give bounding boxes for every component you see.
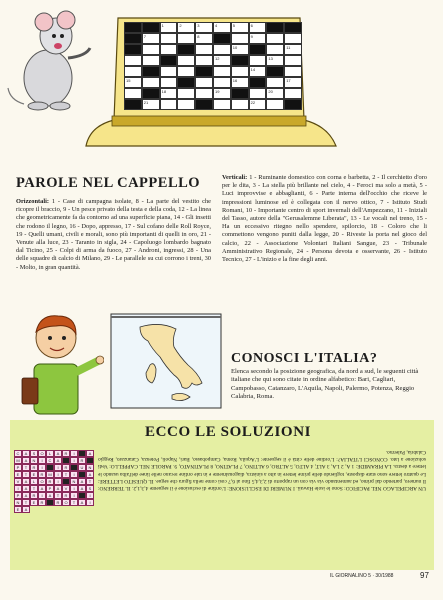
- solution-cell: I: [70, 457, 78, 464]
- solution-cell: V: [62, 485, 70, 492]
- solution-cell: [78, 471, 86, 478]
- italy-map: [110, 313, 222, 409]
- solution-cell: T: [70, 499, 78, 506]
- crossword-cell: [195, 77, 213, 88]
- crossword-cell: [284, 22, 302, 33]
- crossword-cell: [124, 88, 142, 99]
- crossword-cell: [213, 77, 231, 88]
- solution-cell: A: [46, 492, 54, 499]
- solution-cell: I: [38, 492, 46, 499]
- crossword-cell: [124, 99, 142, 110]
- crossword-cell: [266, 77, 284, 88]
- solution-cell: T: [54, 492, 62, 499]
- solution-cell: R: [38, 471, 46, 478]
- solution-cell: A: [38, 485, 46, 492]
- crossword-cell: 16: [231, 77, 249, 88]
- solution-cell: I: [86, 492, 94, 499]
- solution-cell: [46, 464, 54, 471]
- solution-cell: R: [30, 464, 38, 471]
- crossword-cell: [177, 55, 195, 66]
- solution-cell: [78, 450, 86, 457]
- boy-illustration: [14, 308, 104, 416]
- crossword-cell: [231, 99, 249, 110]
- solution-cell: [62, 478, 70, 485]
- solution-cell: L: [46, 450, 54, 457]
- solution-cell: R: [30, 492, 38, 499]
- orizzontali-clues: [16, 198, 211, 272]
- section-title-parole: PAROLE NEL CAPPELLO: [16, 175, 201, 191]
- crossword-grid: [124, 22, 302, 110]
- solution-crossword-grid: [14, 450, 94, 513]
- solution-cell: E: [14, 471, 22, 478]
- solution-cell: I: [70, 492, 78, 499]
- crossword-cell: [284, 88, 302, 99]
- solution-cell: I: [54, 478, 62, 485]
- solution-cell: T: [22, 471, 30, 478]
- solution-cell: T: [22, 464, 30, 471]
- solution-cell: I: [14, 485, 22, 492]
- crossword-cell: [213, 99, 231, 110]
- solution-cell: R: [78, 457, 86, 464]
- crossword-cell: [124, 55, 142, 66]
- solution-cell: V: [14, 478, 22, 485]
- crossword-cell: [124, 44, 142, 55]
- verticali-clues: [222, 174, 427, 264]
- crossword-cell: 21: [142, 99, 160, 110]
- crossword-cell: [177, 88, 195, 99]
- solution-cell: I: [54, 464, 62, 471]
- crossword-cell: [266, 44, 284, 55]
- crossword-cell: [266, 22, 284, 33]
- crossword-cell: [160, 99, 178, 110]
- solution-cell: [46, 499, 54, 506]
- crossword-cell: [195, 66, 213, 77]
- solution-cell: C: [14, 450, 22, 457]
- solution-cell: I: [38, 457, 46, 464]
- crossword-cell: [231, 88, 249, 99]
- solution-cell: I: [54, 471, 62, 478]
- solution-cell: A: [54, 485, 62, 492]
- solution-cell: T: [62, 471, 70, 478]
- solution-cell: R: [62, 464, 70, 471]
- solution-cell: A: [22, 478, 30, 485]
- solution-cell: R: [38, 499, 46, 506]
- page-number: 97: [420, 571, 429, 580]
- solution-cell: I: [70, 450, 78, 457]
- crossword-cell: 19: [213, 88, 231, 99]
- solution-cell: N: [30, 457, 38, 464]
- crossword-cell: 10: [231, 44, 249, 55]
- crossword-cell: 3: [195, 22, 213, 33]
- crossword-cell: 20: [266, 88, 284, 99]
- solution-cell: M: [14, 457, 22, 464]
- solution-cell: E: [30, 471, 38, 478]
- solution-cell: R: [46, 478, 54, 485]
- crossword-cell: [160, 66, 178, 77]
- crossword-hat: [78, 8, 340, 172]
- solution-cell: A: [22, 457, 30, 464]
- crossword-cell: 15: [124, 77, 142, 88]
- crossword-cell: [124, 33, 142, 44]
- crossword-cell: [284, 33, 302, 44]
- crossword-cell: [231, 55, 249, 66]
- crossword-cell: [177, 77, 195, 88]
- italia-question: [231, 368, 427, 402]
- crossword-cell: [177, 33, 195, 44]
- solution-cell: M: [46, 471, 54, 478]
- solution-cell: [86, 457, 94, 464]
- italia-instructions: Elenca secondo la posizione geografica, da nord a sud, le seguenti città italiane che qui sono citate in ordine alfabetico:: [231, 368, 419, 384]
- crossword-cell: [160, 55, 178, 66]
- solution-cell: I: [38, 464, 46, 471]
- crossword-cell: [142, 44, 160, 55]
- crossword-cell: 9: [249, 33, 267, 44]
- orizzontali-text: 1 - Case di campagna isolate, 8 - La parte del vestito che ricopre il braccio, 9 - Un pesce privato della testa e della coda, 12 - La linea che geometricamente fa da contorno ad una superficie piana, 14 - Gli insetti che rodono il legno, 16 - Dopo, appresso, 17 - Sul cofano delle Roll Royce, 19 - Quelli umani, civili e morali, sono più importanti di quelli in oro, 21 - Venute alla luce, 23 - Taranto in sigla, 24 - Capoluogo lombardo bagnato dal Ticino, 25 - Colpi di arma da fuoco, 27 - Androni, ingressi, 28 - Una delle squadre di calcio di Milano, 29 - Le parallele su cui corrono i treni, 30 - Molto, in gran quantità.: [16, 198, 211, 271]
- crossword-cell: 13: [266, 55, 284, 66]
- crossword-cell: [213, 33, 231, 44]
- crossword-cell: 1: [160, 22, 178, 33]
- crossword-cell: 8: [195, 33, 213, 44]
- solution-cell: T: [86, 478, 94, 485]
- crossword-cell: [195, 55, 213, 66]
- crossword-cell: 4: [213, 22, 231, 33]
- solution-cell: N: [70, 478, 78, 485]
- crossword-cell: [249, 77, 267, 88]
- solution-cell: T: [30, 485, 38, 492]
- crossword-cell: [142, 88, 160, 99]
- solution-cell: A: [22, 450, 30, 457]
- solution-cell: I: [70, 471, 78, 478]
- solution-cell: [78, 492, 86, 499]
- crossword-cell: [284, 55, 302, 66]
- solution-cell: R: [62, 450, 70, 457]
- crossword-cell: [231, 33, 249, 44]
- magazine-footer: IL GIORNALINO 5 · 30/1988: [330, 573, 394, 579]
- solution-cell: E: [14, 506, 22, 513]
- crossword-cell: [249, 44, 267, 55]
- crossword-cell: [177, 99, 195, 110]
- crossword-cell: [249, 55, 267, 66]
- solution-cell: O: [62, 499, 70, 506]
- crossword-cell: 11: [284, 44, 302, 55]
- solution-cell: C: [46, 457, 54, 464]
- solution-cell: R: [62, 492, 70, 499]
- crossword-cell: [142, 55, 160, 66]
- solution-cell: I: [70, 485, 78, 492]
- crossword-cell: [160, 77, 178, 88]
- section-title-soluzioni: ECCO LE SOLUZIONI: [145, 424, 312, 440]
- solution-cell: A: [78, 499, 86, 506]
- crossword-cell: [249, 88, 267, 99]
- solution-cell: U: [78, 464, 86, 471]
- solution-cell: A: [86, 450, 94, 457]
- crossword-cell: 14: [249, 66, 267, 77]
- solution-cell: A: [86, 471, 94, 478]
- crossword-cell: 12: [213, 55, 231, 66]
- crossword-cell: [177, 44, 195, 55]
- crossword-cell: 17: [284, 77, 302, 88]
- solution-cell: P: [14, 492, 22, 499]
- italia-cities: Bari, Cagliari, Campobasso, Catanzaro, L'Aquila, Napoli, Palermo, Potenza, Reggio Calabria, Roma.: [231, 376, 415, 401]
- solution-cell: O: [38, 478, 46, 485]
- crossword-cell: [124, 66, 142, 77]
- crossword-cell: [142, 22, 160, 33]
- solutions-text: UN ARCIPELAGO NEL PACIFICO: Sono le isole Hawaii. I NUMERI DI ESCLUSIONE: L'ordine di esclusione è il seguente 4,3,1,2. IL TERRENO: Il numero, partendo dal primo, ed aumentando via via con un rapporto di 2,3,4,5 fino al 6,7 così come nella figura che segue. IL QUESITO LETTERE: Le quattro lettere sono state disposte, togliendo delle prime lettere in alto a sinistra, diagonalmente e in tale ordine recano nelle linee dell'alba usando le lettere a destra. LA PIRAMIDE: 1 A, 2 LA, 3 ALT, 4 ALTO, 5 ALTRO, 6 ALTINO, 7 PLATINO, 8 PLATINATO, 9. PAROLE NEL CAPPELLO: Vedi soluzione a lato. CONOSCI L'ITALIA?: L'ordine delle città è il seguente: L'Aquila, Roma, Campobasso, Bari, Napoli, Potenza, Catanzaro, Reggio Calabria, Palermo.: [98, 449, 426, 492]
- solution-cell: A: [78, 485, 86, 492]
- solution-cell: T: [22, 499, 30, 506]
- verticali-text: 1 - Ruminante domestico con corna e barbetta, 2 - Il cerchietto d'oro per le dita, 3 - La stella più brillante nel cielo, 4 - Feroci ma solo a metà, 5 - Luci improvvise e abbaglianti, 6 - Parte interna dell'occhio che riceve le impressioni luminose ed è collegata con il nervo ottico, 7 - Istituto Studi Romani, 10 - Importante centro di sport invernali dell'Ampezzano, 11 - Iniziali del Tasso, autore della "Gerusalemme Liberata", 13 - Le vocali nel treno, 15 - Ha un eccessivo ritegno nello spendere, spilorcio, 18 - Coloro che li commettono vengono puniti dalla legge, 20 - Riveste la porta nel gioco del calcio, 22 - Associazione Volontari Italiani Sangue, 23 - Tribunale Amministrativo Regionale, 24 - Persona devota e osservante, 26 - Istituto Tecnico, 27 - L'inizio e la fine degli anni.: [222, 174, 427, 264]
- crossword-cell: [124, 22, 142, 33]
- solution-cell: S: [30, 450, 38, 457]
- crossword-cell: [284, 66, 302, 77]
- verticali-label: Verticali:: [222, 174, 248, 181]
- crossword-cell: [213, 66, 231, 77]
- solution-cell: A: [22, 506, 30, 513]
- solution-cell: P: [14, 464, 22, 471]
- crossword-cell: [213, 44, 231, 55]
- crossword-cell: [266, 33, 284, 44]
- crossword-cell: 18: [160, 88, 178, 99]
- crossword-cell: [266, 99, 284, 110]
- crossword-cell: [160, 44, 178, 55]
- crossword-cell: [231, 66, 249, 77]
- solution-cell: P: [46, 485, 54, 492]
- solution-cell: N: [86, 464, 94, 471]
- crossword-cell: [195, 44, 213, 55]
- crossword-cell: [142, 66, 160, 77]
- solution-cell: E: [30, 499, 38, 506]
- crossword-cell: [266, 66, 284, 77]
- crossword-cell: 6: [249, 22, 267, 33]
- solution-cell: A: [22, 485, 30, 492]
- solution-cell: [70, 464, 78, 471]
- solution-cell: S: [86, 485, 94, 492]
- crossword-cell: [284, 99, 302, 110]
- section-title-italia: CONOSCI L'ITALIA?: [231, 351, 378, 366]
- solution-cell: A: [22, 492, 30, 499]
- solution-cell: [62, 457, 70, 464]
- solution-cell: O: [38, 450, 46, 457]
- crossword-cell: 5: [231, 22, 249, 33]
- crossword-cell: [195, 99, 213, 110]
- solution-cell: L: [30, 478, 38, 485]
- solution-cell: R: [54, 499, 62, 506]
- solution-cell: A: [54, 450, 62, 457]
- crossword-cell: 7: [142, 33, 160, 44]
- orizzontali-label: Orizzontali:: [16, 198, 50, 205]
- solution-cell: A: [54, 457, 62, 464]
- crossword-cell: [177, 66, 195, 77]
- crossword-cell: 2: [177, 22, 195, 33]
- crossword-cell: [160, 33, 178, 44]
- solution-cell: A: [78, 478, 86, 485]
- crossword-cell: 22: [249, 99, 267, 110]
- solution-cell: N: [14, 499, 22, 506]
- crossword-cell: [142, 77, 160, 88]
- solution-cell: I: [86, 499, 94, 506]
- crossword-cell: [195, 88, 213, 99]
